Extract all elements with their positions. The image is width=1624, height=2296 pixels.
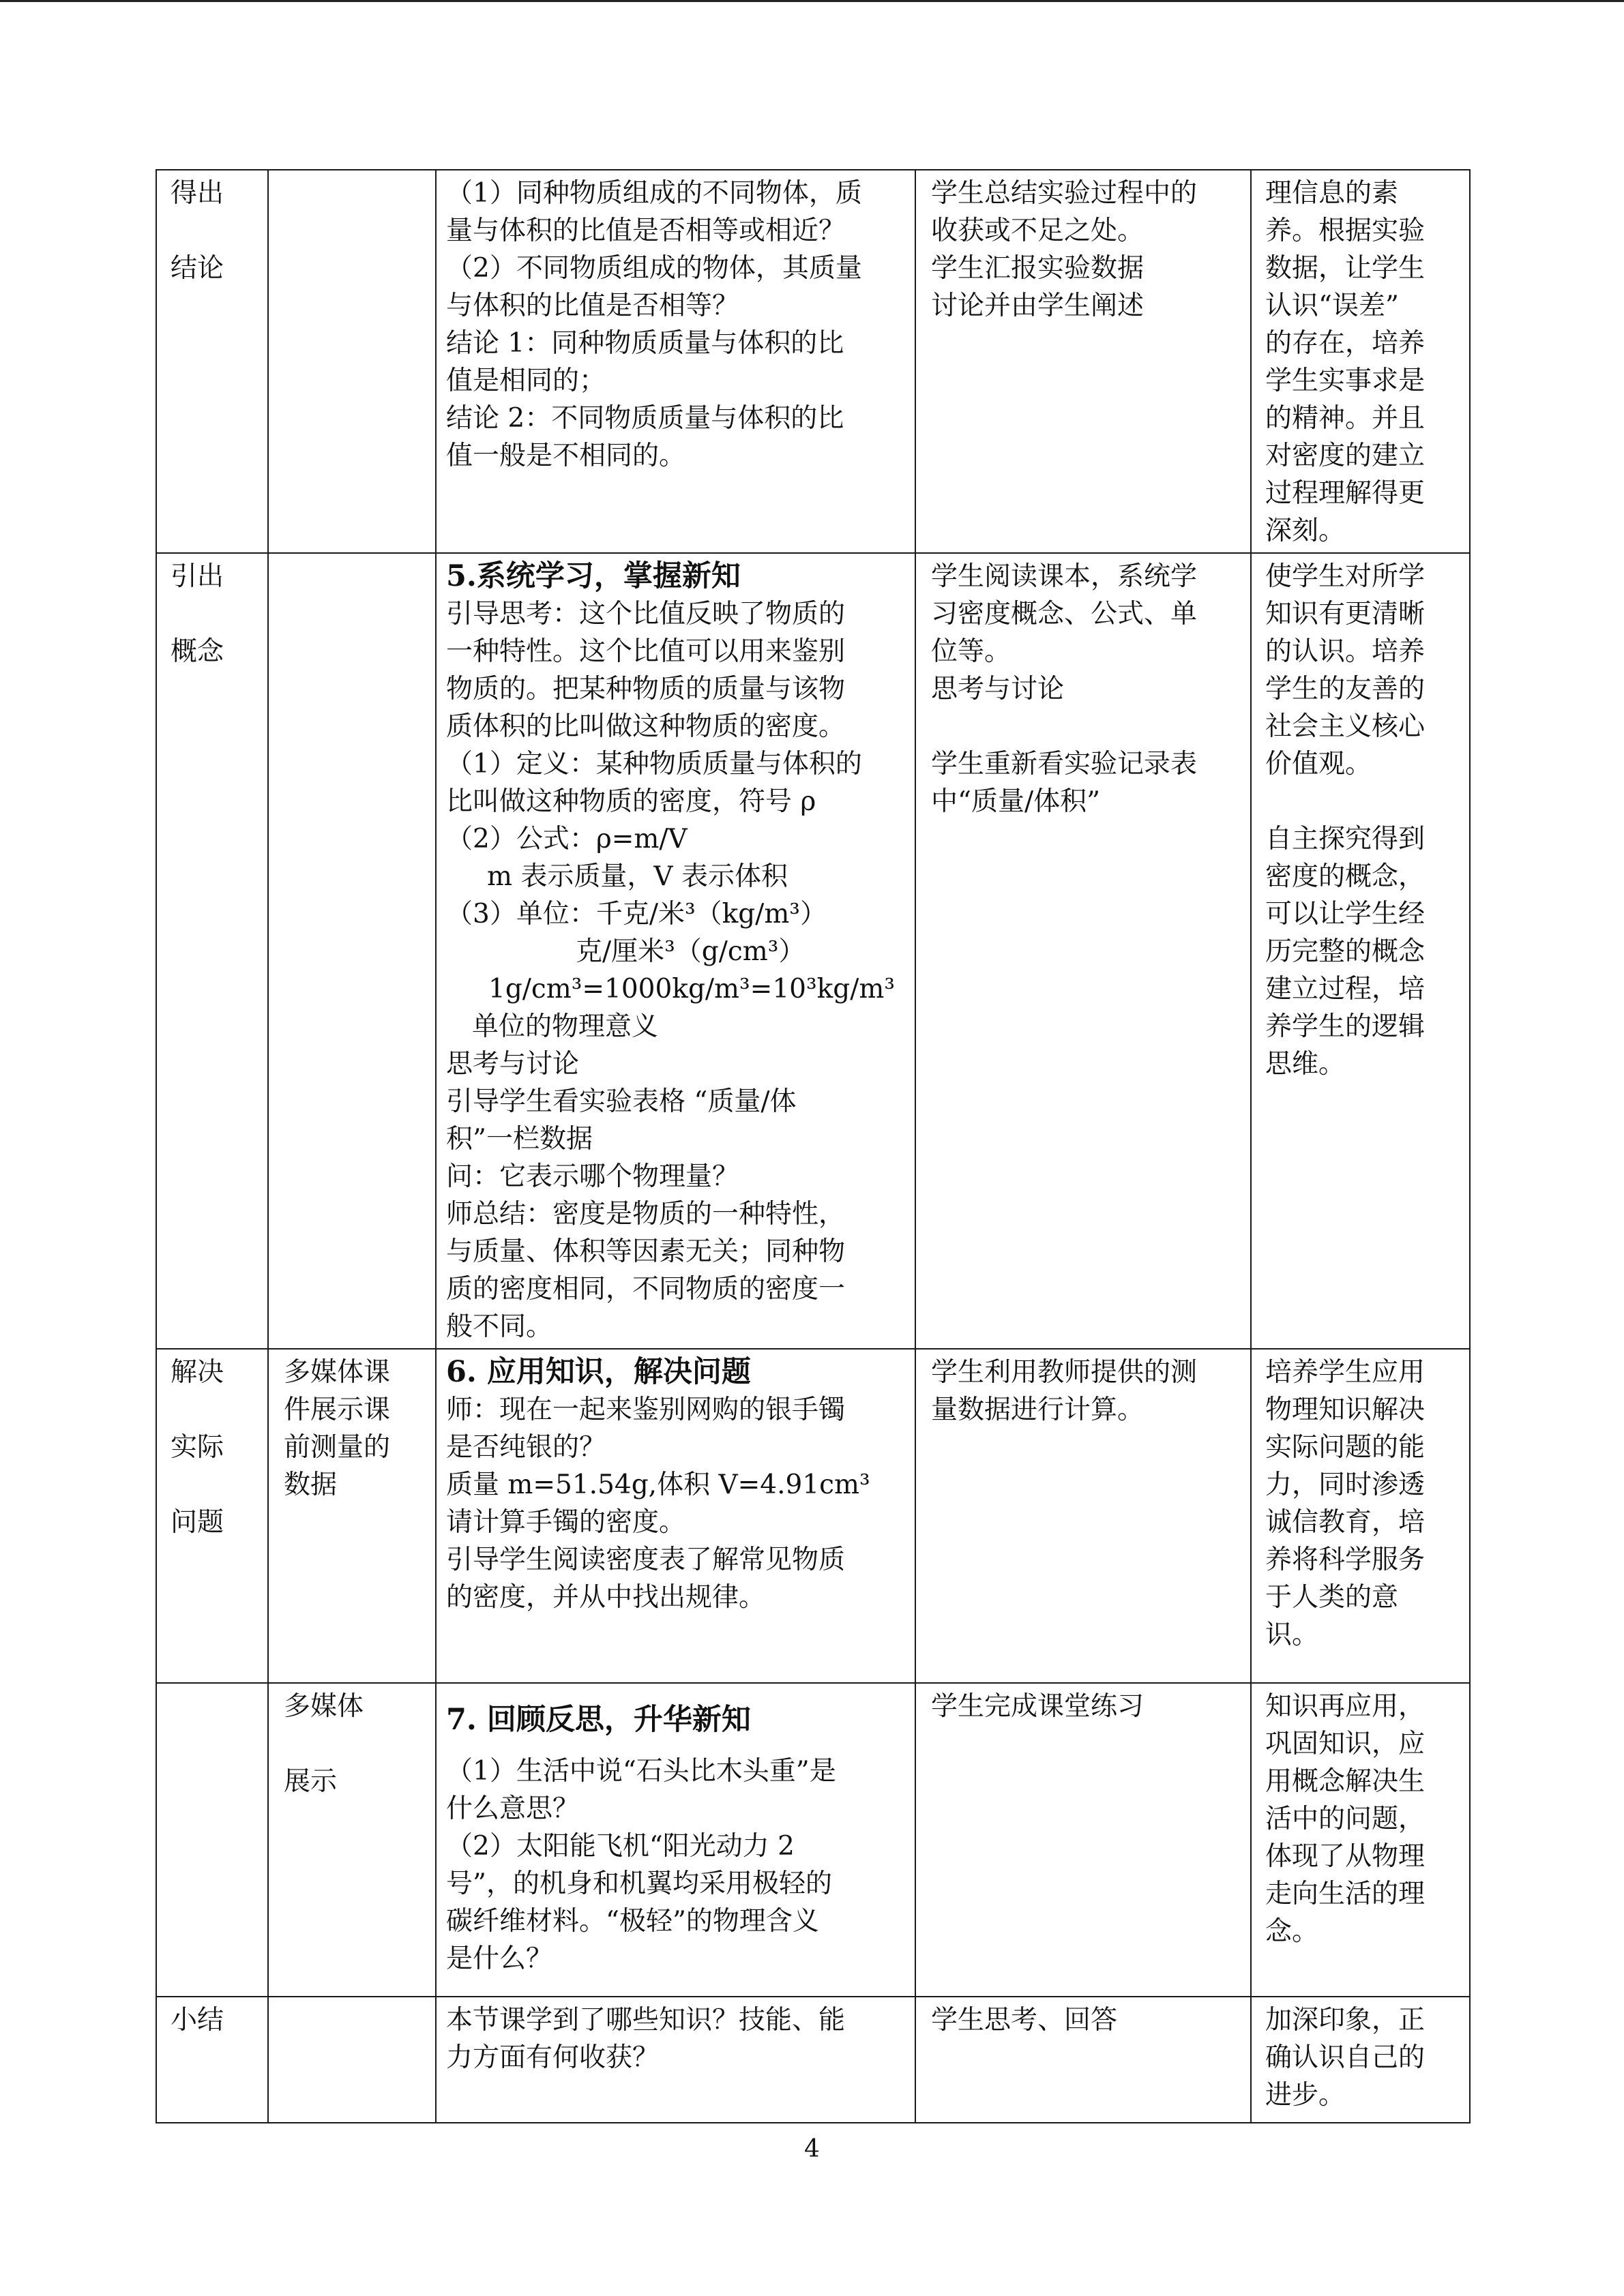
stage-text: 小结 [171,2005,224,2036]
teacher-line: 请计算手镯的密度。 [446,1507,686,1538]
intent-line: 可以让学生经 [1265,899,1426,929]
teacher-line: 是什么？ [446,1943,553,1974]
intent-line: 活中的问题， [1265,1804,1426,1834]
student-line: 量数据进行计算。 [931,1395,1145,1425]
teacher-line: 物质的。把某种物质的质量与该物 [446,674,846,704]
student-line: 中“质量/体积” [931,786,1101,817]
teacher-line: 结论 1：同种物质质量与体积的比 [446,328,844,359]
teacher-line: 引导思考：这个比值反映了物质的 [446,599,846,629]
teacher-line: 本节课学到了哪些知识？技能、能 [446,2005,846,2036]
student-activity-cell [915,1349,1251,1683]
design-intent-cell [1251,1349,1470,1683]
teacher-line: 比叫做这种物质的密度，符号 ρ [446,786,816,817]
intent-line: 历完整的概念 [1265,936,1426,967]
student-activity-cell [915,1683,1251,1997]
intent-line: 养学生的逻辑 [1265,1011,1426,1042]
teacher-line: （1）定义：某种物质质量与体积的 [446,749,862,779]
teacher-line: 什么意思？ [446,1793,580,1824]
student-line: 学生阅读课本，系统学 [931,561,1198,592]
media-line: 件展示课 [284,1395,391,1425]
intent-line: 思维。 [1265,1049,1346,1079]
student-line: 学生重新看实验记录表 [931,749,1198,779]
student-line: 习密度概念、公式、单 [931,599,1198,629]
intent-line: 学生的友善的 [1265,674,1426,704]
stage-text: 引出 [171,561,224,592]
media-cell [268,170,436,553]
design-intent-cell [1251,553,1470,1349]
teacher-line: （2）公式：ρ=m/V [446,824,688,854]
table-row [156,553,1470,1349]
media-cell [268,1683,436,1997]
teacher-line: 1g/cm³=1000kg/m³=10³kg/m³ [488,974,895,1004]
intent-line: 实际问题的能 [1265,1432,1426,1463]
intent-line: 认识“误差” [1265,290,1399,321]
intent-line: 力，同时渗透 [1265,1470,1426,1500]
intent-line: 物理知识解决 [1265,1395,1426,1425]
lesson-plan-table [156,169,1471,2123]
intent-line: 密度的概念， [1265,861,1426,892]
student-line: 思考与讨论 [931,674,1065,704]
intent-line: 使学生对所学 [1265,561,1426,592]
design-intent-cell [1251,1997,1470,2123]
intent-line: 学生实事求是 [1265,366,1426,396]
media-cell [268,1349,436,1683]
table-row [156,1997,1470,2123]
stage-cell [156,1683,268,1997]
teacher-line: m 表示质量，V 表示体积 [487,861,788,892]
intent-line: 理信息的素 [1265,178,1399,209]
section-heading: 7. 回顾反思，升华新知 [446,1703,751,1737]
student-line: 学生利用教师提供的测 [931,1357,1198,1388]
media-cell [268,1997,436,2123]
media-line: 多媒体 [284,1691,364,1722]
stage-text: 问题 [171,1507,224,1538]
intent-line: 知识再应用， [1265,1691,1426,1722]
design-intent-cell [1251,170,1470,553]
teacher-line: 是否纯银的？ [446,1432,606,1463]
table-row [156,1683,1470,1997]
intent-line: 识。 [1265,1620,1319,1650]
teacher-line: 引导学生看实验表格 “质量/体 [446,1086,797,1117]
intent-line: 的存在，培养 [1265,328,1426,359]
teacher-line: 单位的物理意义 [472,1011,659,1042]
intent-line: 对密度的建立 [1265,441,1426,471]
stage-text: 得出 [171,178,224,209]
teacher-line: 值一般是不相同的。 [446,441,686,471]
teacher-activity-cell [436,1997,915,2123]
intent-line: 培养学生应用 [1265,1357,1426,1388]
teacher-line: 般不同。 [446,1311,553,1342]
intent-line: 的精神。并且 [1265,403,1426,434]
student-activity-cell [915,553,1251,1349]
stage-cell [156,553,268,1349]
media-line: 多媒体课 [284,1357,391,1388]
student-line: 收获或不足之处。 [931,215,1145,246]
teacher-line: 质体积的比叫做这种物质的密度。 [446,711,846,742]
teacher-line: 问：它表示哪个物理量？ [446,1161,739,1192]
student-line: 学生完成课堂练习 [931,1691,1145,1722]
intent-line: 进步。 [1265,2080,1346,2111]
spacer [931,708,1243,745]
intent-line: 价值观。 [1265,749,1372,779]
teacher-line: 量与体积的比值是否相等或相近？ [446,215,846,246]
stage-cell [156,170,268,553]
student-line: 位等。 [931,636,1012,667]
teacher-line: 结论 2：不同物质质量与体积的比 [446,403,844,434]
spacer [1265,783,1462,820]
stage-cell [156,1349,268,1683]
teacher-line: 力方面有何收获？ [446,2042,660,2073]
teacher-line: 号”，的机身和机翼均采用极轻的 [446,1868,832,1899]
teacher-activity-cell [436,1683,915,1997]
page-number: 4 [804,2135,820,2163]
stage-text: 实际 [171,1432,224,1463]
media-line: 数据 [284,1470,338,1500]
media-line: 前测量的 [284,1432,391,1463]
teacher-line: 克/厘米³（g/cm³） [576,936,806,967]
teacher-line: 与体积的比值是否相等？ [446,290,739,321]
design-intent-cell [1251,1683,1470,1997]
intent-line: 养。根据实验 [1265,215,1426,246]
teacher-line: 与质量、体积等因素无关；同种物 [446,1236,846,1267]
intent-line: 诚信教育，培 [1265,1507,1426,1538]
teacher-line: （2）太阳能飞机“阳光动力 2 [446,1831,795,1862]
student-line: 学生汇报实验数据 [931,253,1145,284]
stage-text: 解决 [171,1357,224,1388]
intent-line: 走向生活的理 [1265,1879,1426,1909]
teacher-line: （1）生活中说“石头比木头重”是 [446,1756,836,1787]
section-heading: 6. 应用知识，解决问题 [446,1355,751,1389]
teacher-line: 值是相同的； [446,366,606,396]
section-heading: 5.系统学习，掌握新知 [446,559,741,593]
intent-line: 社会主义核心 [1265,711,1426,742]
media-cell [268,553,436,1349]
intent-line: 养将科学服务 [1265,1545,1426,1575]
teacher-line: 引导学生阅读密度表了解常见物质 [446,1545,846,1575]
student-line: 学生总结实验过程中的 [931,178,1198,209]
teacher-line: 的密度，并从中找出规律。 [446,1582,766,1613]
teacher-line: 思考与讨论 [446,1049,580,1079]
teacher-line: 一种特性。这个比值可以用来鉴别 [446,636,846,667]
intent-line: 念。 [1265,1916,1319,1947]
student-line: 讨论并由学生阐述 [931,290,1145,321]
teacher-line: 积”一栏数据 [446,1124,593,1154]
intent-line: 于人类的意 [1265,1582,1399,1613]
stage-cell [156,1997,268,2123]
teacher-activity-cell [436,1349,915,1683]
teacher-line: 质量 m=51.54g,体积 V=4.91cm³ [446,1470,870,1500]
intent-line: 建立过程，培 [1265,974,1426,1004]
intent-line: 体现了从物理 [1265,1841,1426,1872]
intent-line: 自主探究得到 [1265,824,1426,854]
teacher-line: 师总结：密度是物质的一种特性， [446,1199,846,1229]
intent-line: 知识有更清晰 [1265,599,1426,629]
intent-line: 确认识自己的 [1265,2042,1426,2073]
teacher-activity-cell [436,553,915,1349]
intent-line: 过程理解得更 [1265,478,1426,509]
table-row [156,1349,1470,1683]
media-line: 展示 [284,1766,338,1797]
stage-text: 结论 [171,253,224,284]
intent-line: 用概念解决生 [1265,1766,1426,1797]
intent-line: 的认识。培养 [1265,636,1426,667]
intent-line: 深刻。 [1265,516,1346,546]
teacher-activity-cell [436,170,915,553]
teacher-line: （3）单位：千克/米³（kg/m³） [446,899,827,929]
teacher-line: （2）不同物质组成的物体，其质量 [446,253,862,284]
intent-line: 巩固知识，应 [1265,1729,1426,1759]
teacher-line: （1）同种物质组成的不同物体，质 [446,178,862,209]
student-activity-cell [915,1997,1251,2123]
stage-text: 概念 [171,636,224,667]
intent-line: 数据，让学生 [1265,253,1426,284]
page-top-rule [0,0,1624,2]
teacher-line: 师：现在一起来鉴别网购的银手镯 [446,1395,846,1425]
student-activity-cell [915,170,1251,553]
intent-line: 加深印象，正 [1265,2005,1426,2036]
student-line: 学生思考、回答 [931,2005,1118,2036]
table-row [156,170,1470,553]
teacher-line: 碳纤维材料。“极轻”的物理含义 [446,1906,819,1937]
teacher-line: 质的密度相同，不同物质的密度一 [446,1274,846,1304]
